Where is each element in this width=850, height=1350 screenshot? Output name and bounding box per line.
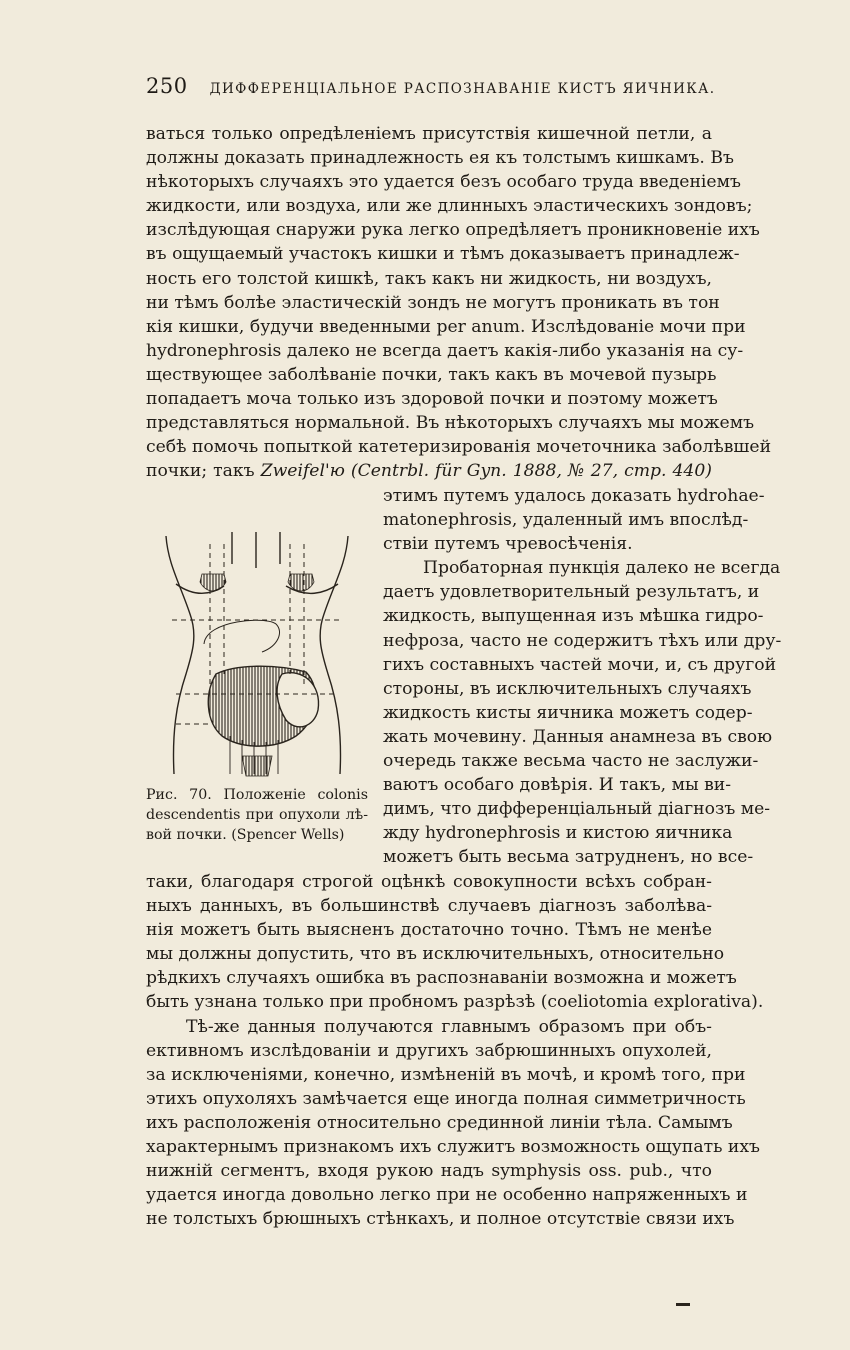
text-line: таки, благодаря строгой оцѣнкѣ совокупности всѣхъ собран- [146,872,712,892]
text-line: жидкости, или воздуха, или же длинныхъ эластическихъ зондовъ; [146,196,753,217]
text-line: димъ, что дифференціальный діагнозъ ме- [383,799,771,820]
text-line: кія кишки, будучи введенными per anum. Изслѣдованіе мочи при [146,316,746,337]
text-line: ни тѣмъ болѣе эластическій зондъ не могутъ проникать въ тон [146,292,720,313]
citation: (Centrbl. für Gyn. 1888, № 27, стр. 440) [350,461,713,482]
abdomen-diagram-icon [146,524,368,780]
text-line: ность его толстой кишкѣ, такъ какъ ни жидкость, ни воздухъ, [146,268,712,289]
text-line: гихъ составныхъ частей мочи, и, съ другой [383,654,777,675]
running-title: ДИФФЕРЕНЦІАЛЬНОЕ РАСПОЗНАВАНІЕ КИСТЪ ЯИЧНИКА. [209,81,716,97]
text-line: представляться нормальной. Въ нѣкоторыхъ случаяхъ мы можемъ [146,413,754,434]
text-line: нижній сегментъ, входя рукою надъ symphysis oss. pub., что [146,1161,712,1182]
catchword-dash [676,1303,690,1306]
text-line: можетъ быть весьма затрудненъ, но все- [383,847,754,868]
page-number: 250 [146,74,188,98]
text-line: себѣ помочь попыткой катетеризированія мочеточника заболѣвшей [146,437,772,458]
author-name: Zweifel'ю [260,461,345,482]
text-line: даетъ удовлетворительный результатъ, и [383,582,760,603]
text-line: рѣдкихъ случаяхъ ошибка въ распознаваніи возможна и можетъ [146,968,737,989]
text-line: Тѣ-же данныя получаются главнымъ образомъ при объ- [186,1016,712,1037]
text-line: нія можетъ быть выясненъ достаточно точно. Тѣмъ не менѣе [146,920,712,941]
text-line: стороны, въ исключительныхъ случаяхъ [383,678,752,699]
text-line: ществующее заболѣваніе почки, такъ какъ въ мочевой пузырь [146,364,717,385]
text-line: должны доказать принадлежность ея къ толстымъ кишкамъ. Въ [146,148,734,169]
body-text-bottom [146,870,764,1231]
text-line: ихъ расположенія относительно срединной линіи тѣла. Самымъ [146,1112,733,1133]
text-line: мы должны допустить, что въ исключительныхъ, относительно [146,944,725,965]
text-line: этихъ опухоляхъ замѣчается еще иногда полная симметричность [146,1088,746,1109]
figure-caption [146,785,368,845]
text-line: жидкость кисты яичника можетъ содер- [383,702,753,723]
text-line: Пробаторная пункція далеко не всегда [423,558,781,579]
text-line: характернымъ признакомъ ихъ служитъ возможность ощупать ихъ [146,1137,760,1158]
text-line: ективномъ изслѣдованіи и другихъ забрюшинныхъ опухолей, [146,1040,712,1061]
text-line: ваться только опредѣленіемъ присутствія кишечной петли, а [146,124,712,144]
text-line: за исключеніями, конечно, измѣненій въ мочѣ, и кромѣ того, при [146,1064,746,1085]
body-text-top [146,122,772,483]
body-text-side [383,484,782,870]
page-header [146,74,716,106]
text-line: этимъ путемъ удалось доказать hydrohae- [383,486,765,506]
figure-70 [146,524,368,780]
text-line: ваютъ особаго довѣрія. И такъ, мы ви- [383,775,732,796]
text-line: жать мочевину. Данныя анамнеза въ свою [383,726,773,747]
caption-line: Рис. 70. Положеніе colonis [146,787,368,803]
text-line: изслѣдующая снаружи рука легко опредѣляетъ проникновеніе ихъ [146,220,760,241]
text-line: нефроза, часто не содержитъ тѣхъ или дру- [383,630,782,651]
caption-line: вой почки. (Spencer Wells) [146,827,345,843]
caption-line: descendentis при опухоли лѣ- [146,807,368,823]
line-start: почки; такъ [146,461,261,482]
text-line: очередь также весьма часто не заслужи- [383,751,759,772]
text-line: жидкость, выпущенная изъ мѣшка гидро- [383,606,764,627]
text-line: попадаетъ моча только изъ здоровой почки и поэтому можетъ [146,389,718,410]
text-line: въ ощущаемый участокъ кишки и тѣмъ доказываетъ принадлеж- [146,244,740,265]
text-line: жду hydronephrosis и кистою яичника [383,823,733,844]
text-line: удается иногда довольно легко при не особенно напряженныхъ и [146,1185,748,1206]
text-line: быть узнана только при пробномъ разрѣзѣ (coeliotomia explorativa). [146,992,764,1013]
text-line: matonephrosis, удаленный имъ впослѣд- [383,510,749,531]
text-line: нѣкоторыхъ случаяхъ это удается безъ особаго труда введеніемъ [146,172,741,193]
text-line: hydronephrosis далеко не всегда даетъ какія-либо указанія на су- [146,340,744,361]
text-line: ствіи путемъ чревосѣченія. [383,534,633,555]
text-line: ныхъ данныхъ, въ большинствѣ случаевъ діагнозъ заболѣва- [146,896,712,917]
text-line: не толстыхъ брюшныхъ стѣнкахъ, и полное отсутствіе связи ихъ [146,1209,735,1230]
text-line-citation [146,459,712,483]
